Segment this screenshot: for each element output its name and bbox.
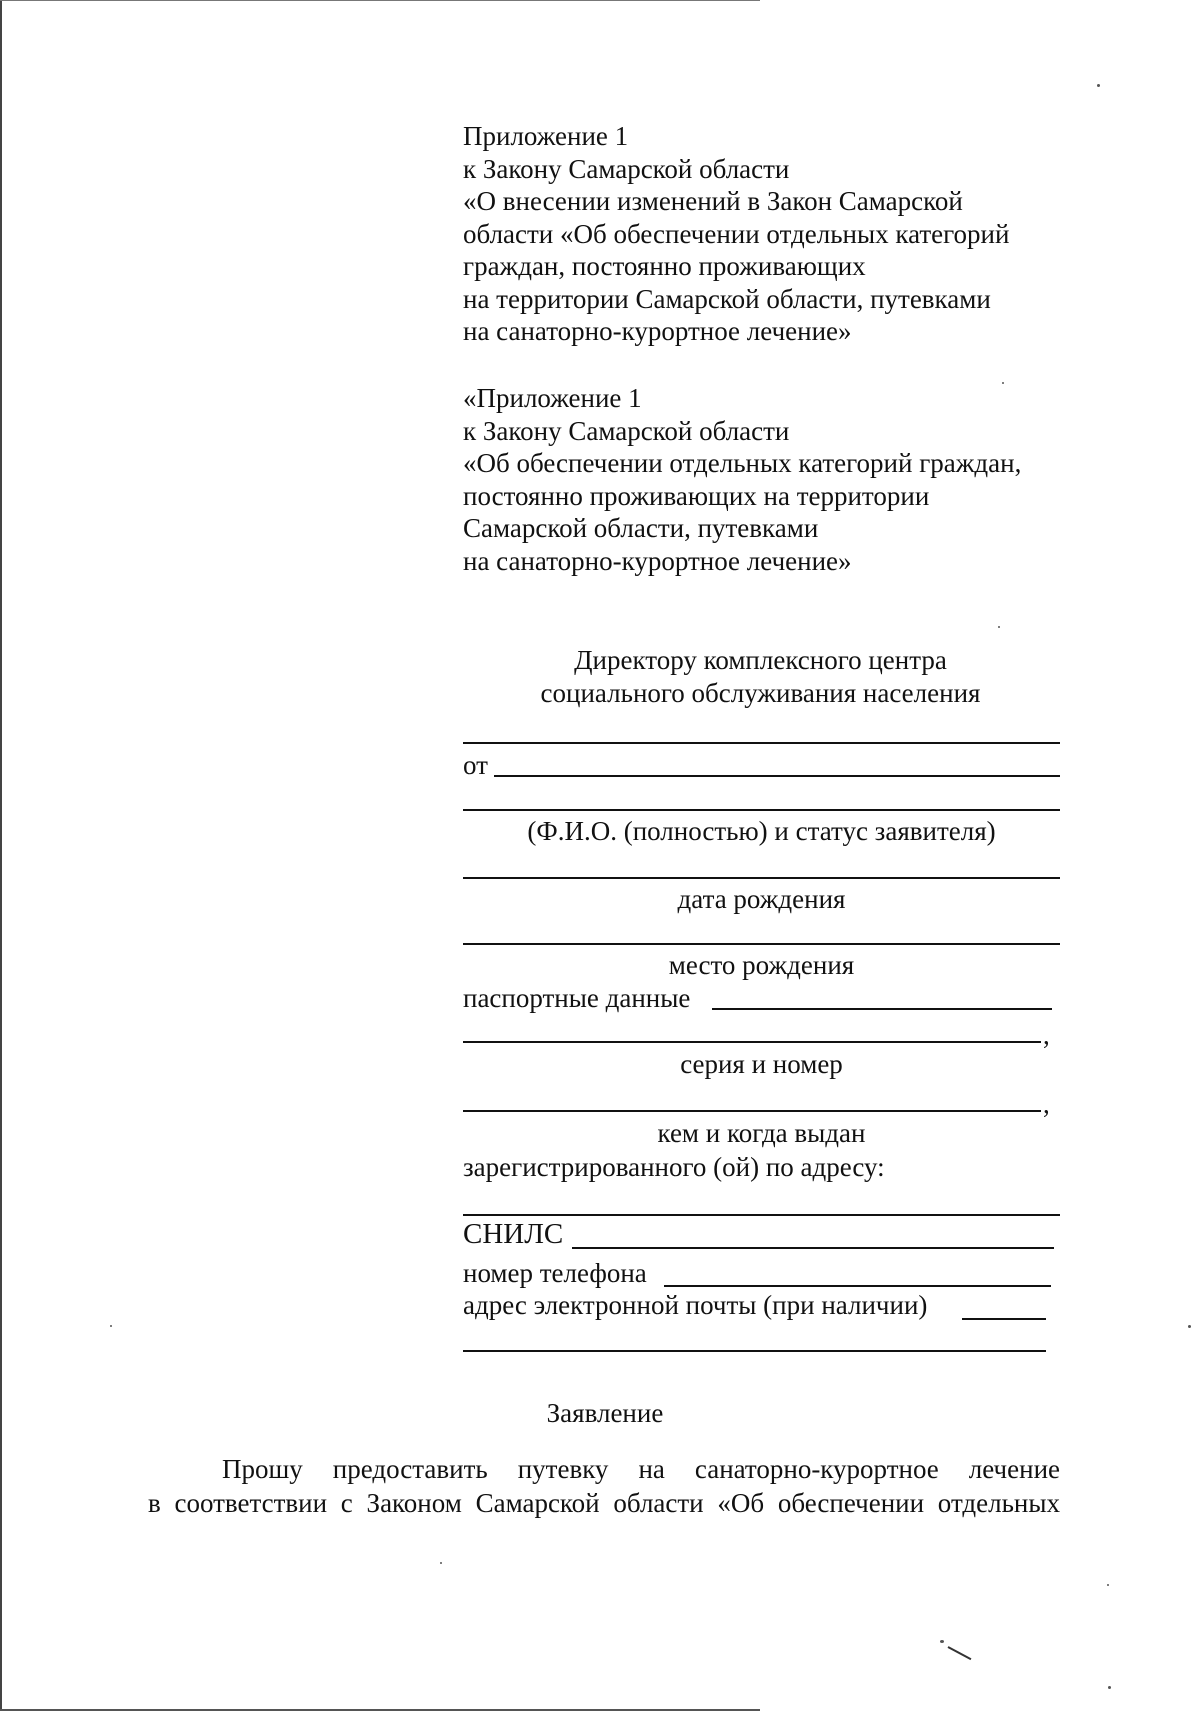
snils-field[interactable] — [572, 1247, 1054, 1249]
scan-mark — [948, 1646, 972, 1660]
statement-line: Прошу предоставить путевку на санаторно-курортное лечение — [222, 1454, 1060, 1484]
statement-body — [148, 1452, 1060, 1520]
scan-speck — [1097, 84, 1100, 87]
scan-speck — [998, 626, 1000, 628]
passport-field[interactable] — [712, 1008, 1052, 1010]
email-label: адрес электронной почты (при наличии) — [463, 1290, 928, 1320]
annex-quoted-line: Самарской области, путевками — [463, 513, 819, 543]
annex-quoted-line: постоянно проживающих на территории — [463, 480, 930, 511]
annex-line: на территории Самарской области, путевками — [463, 283, 991, 314]
fio-caption: (Ф.И.О. (полностью) и статус заявителя) — [527, 816, 996, 846]
birth-place-caption: место рождения — [668, 950, 855, 980]
addressee-line: Директору комплексного центра — [574, 645, 947, 675]
annex-quoted-line: «Об обеспечении отдельных категорий граждан, — [463, 448, 1022, 478]
scan-speck — [440, 1562, 442, 1564]
annex-line: «О внесении изменений в Закон Самарской — [463, 186, 963, 216]
annex-line: Приложение 1 — [463, 121, 629, 151]
annex-quoted-line: на санаторно-курортное лечение» — [463, 545, 852, 576]
snils-label: СНИЛС — [463, 1218, 564, 1250]
statement-line: в соответствии с Законом Самарской области «Об обеспечении отдельных — [148, 1488, 1060, 1518]
annex-quoted-line: к Закону Самарской области — [463, 415, 790, 446]
statement-title: Заявление — [546, 1398, 664, 1428]
address-field[interactable] — [463, 1214, 1060, 1216]
annex-line: граждан, постоянно проживающих — [463, 251, 866, 281]
series-number-caption: серия и номер — [680, 1049, 843, 1079]
from-field[interactable] — [494, 775, 1060, 777]
scan-speck — [1108, 1686, 1111, 1689]
blank-line — [463, 809, 1060, 811]
birth-date-field[interactable] — [463, 877, 1060, 879]
scan-speck — [1107, 1584, 1109, 1586]
series-number-field[interactable] — [463, 1041, 1041, 1043]
page-edge-top — [0, 0, 760, 1]
annex-line: к Закону Самарской области — [463, 153, 790, 184]
annex-header — [463, 120, 1103, 348]
annex-quoted-line: «Приложение 1 — [463, 383, 642, 413]
comma: , — [1043, 1089, 1050, 1119]
from-label: от — [463, 750, 488, 780]
email-field-continued[interactable] — [463, 1350, 1046, 1352]
phone-label: номер телефона — [463, 1258, 647, 1288]
annex-quoted-header — [463, 382, 1103, 577]
annex-line: области «Об обеспечении отдельных категорий — [463, 218, 1010, 249]
scan-speck — [110, 1325, 112, 1327]
scan-speck — [940, 1640, 944, 1643]
birth-place-field[interactable] — [463, 943, 1060, 945]
registered-label: зарегистрированного (ой) по адресу: — [463, 1152, 885, 1182]
birth-date-caption: дата рождения — [677, 884, 846, 914]
issued-field[interactable] — [463, 1110, 1041, 1112]
passport-label: паспортные данные — [463, 983, 691, 1013]
annex-line: на санаторно-курортное лечение» — [463, 316, 852, 346]
scan-speck — [1188, 1325, 1191, 1328]
addressee — [463, 644, 1058, 709]
blank-line — [463, 742, 1060, 744]
addressee-line: социального обслуживания населения — [540, 677, 981, 708]
page-edge-left — [0, 0, 2, 1711]
phone-field[interactable] — [664, 1285, 1051, 1287]
email-field[interactable] — [962, 1318, 1046, 1320]
issued-caption: кем и когда выдан — [657, 1118, 866, 1148]
comma: , — [1043, 1020, 1050, 1050]
